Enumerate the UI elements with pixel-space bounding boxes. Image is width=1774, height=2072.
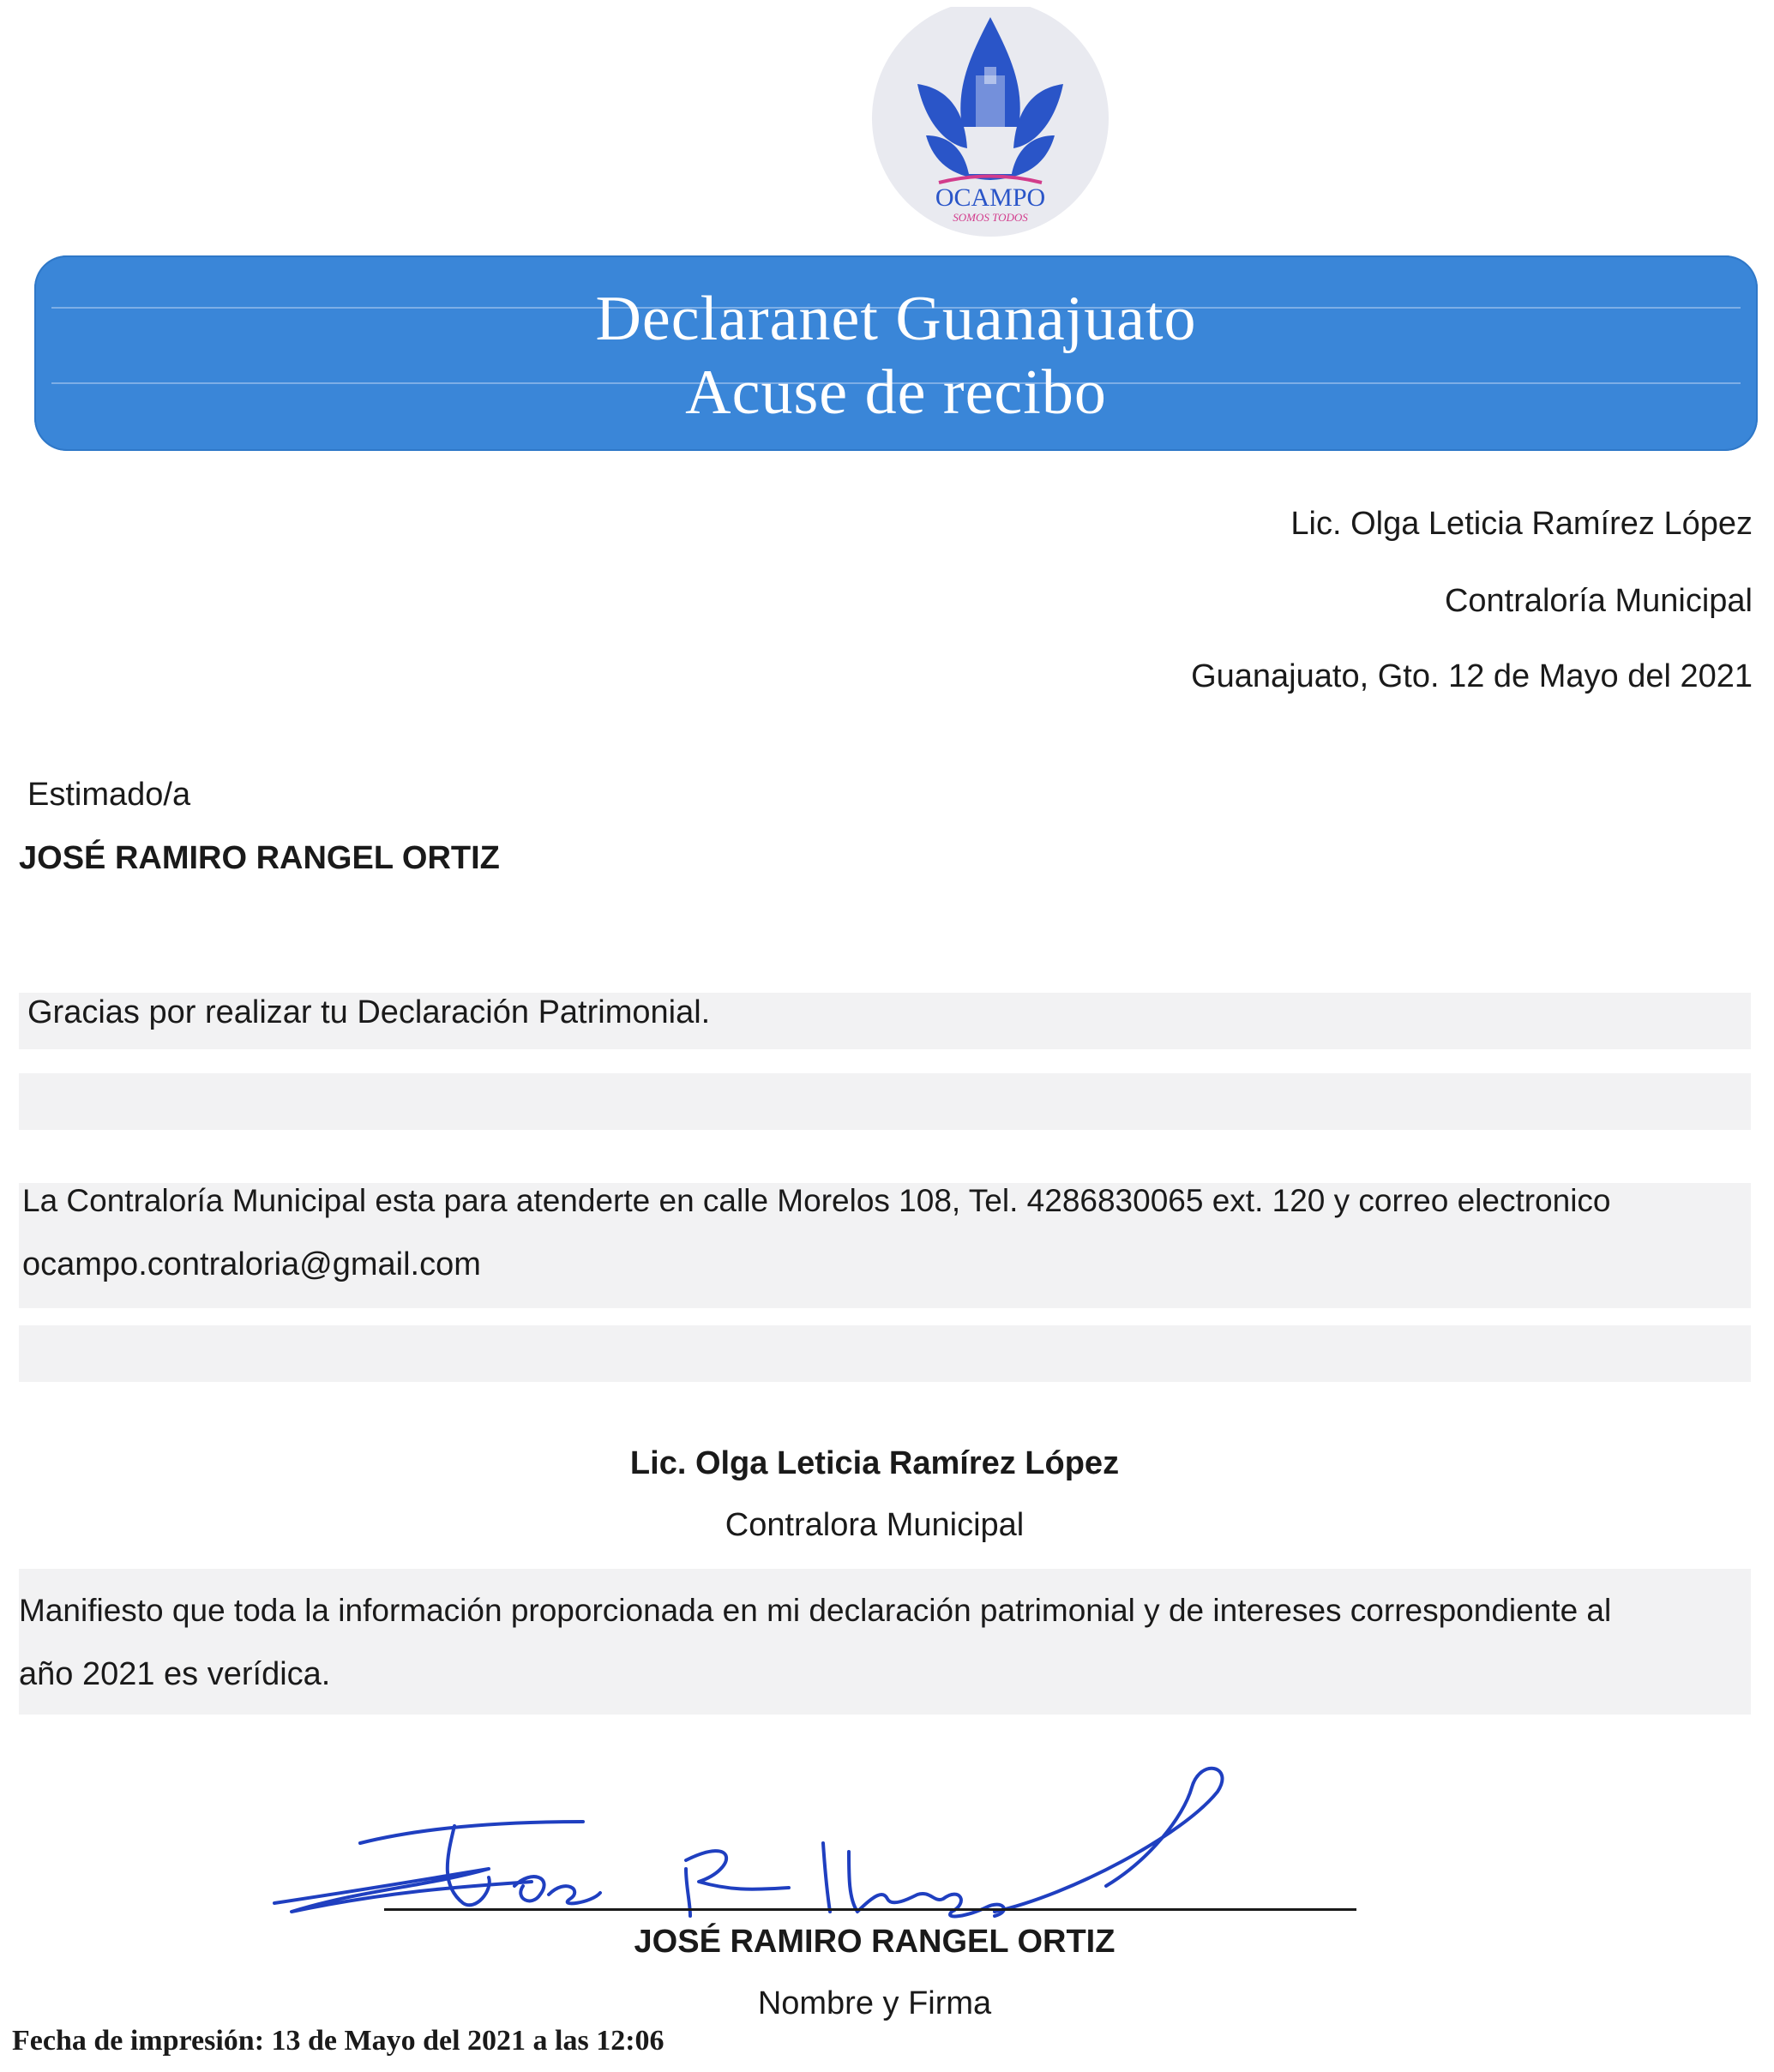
- banner-title: Declaranet Guanajuato: [595, 284, 1197, 354]
- signature-line: [384, 1908, 1356, 1911]
- statement-line-2: año 2021 es verídica.: [19, 1656, 331, 1692]
- logo-name: OCAMPO: [935, 183, 1046, 212]
- salutation: Estimado/a: [27, 777, 191, 813]
- print-date: Fecha de impresión: 13 de Mayo del 2021 a las 12:06: [12, 2025, 664, 2057]
- contact-line-1: La Contraloría Municipal esta para atenderte en calle Morelos 108, Tel. 4286830065 ext. 120 y correo electronico: [22, 1183, 1611, 1218]
- shaded-row: [19, 1325, 1751, 1382]
- thanks-text: Gracias por realizar tu Declaración Patrimonial.: [27, 994, 711, 1030]
- official-role: Contralora Municipal: [725, 1507, 1025, 1543]
- logo-tagline: SOMOS TODOS: [953, 211, 1028, 224]
- header-place-date: Guanajuato, Gto. 12 de Mayo del 2021: [1191, 658, 1753, 694]
- header-office: Contraloría Municipal: [1444, 583, 1753, 619]
- ocampo-logo: [866, 7, 1115, 240]
- title-banner: [34, 255, 1758, 451]
- recipient-name: JOSÉ RAMIRO RANGEL ORTIZ: [19, 840, 500, 876]
- header-official-name: Lic. Olga Leticia Ramírez López: [1290, 506, 1753, 542]
- contact-email: ocampo.contraloria@gmail.com: [22, 1246, 481, 1282]
- shaded-row: [19, 1073, 1751, 1130]
- signature-label: Nombre y Firma: [757, 1985, 992, 2021]
- official-name: Lic. Olga Leticia Ramírez López: [629, 1445, 1120, 1481]
- statement-line-1: Manifiesto que toda la información proporcionada en mi declaración patrimonial y de intereses correspondiente al: [19, 1593, 1612, 1628]
- signer-name: JOSÉ RAMIRO RANGEL ORTIZ: [634, 1924, 1116, 1960]
- banner-subtitle: Acuse de recibo: [685, 357, 1107, 428]
- signature-text: Jose R Rangel: [257, 1740, 263, 1741]
